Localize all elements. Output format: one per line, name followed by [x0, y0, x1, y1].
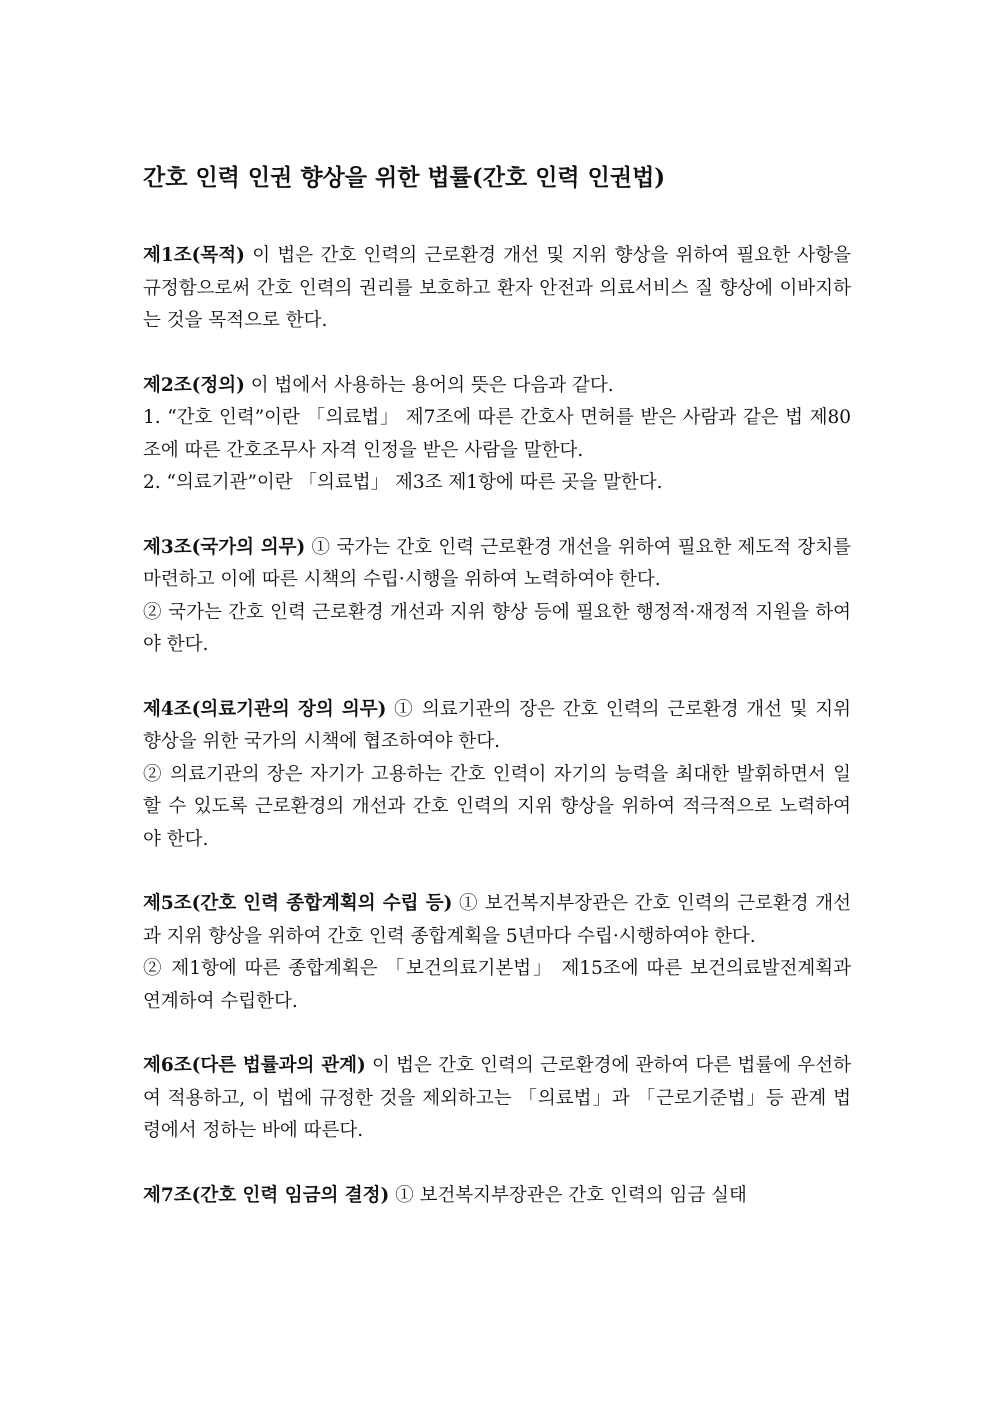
article-text: ① 보건복지부장관은 간호 인력의 임금 실태 — [395, 1184, 747, 1206]
article-6 — [143, 1050, 851, 1148]
article-item: ② 국가는 간호 인력 근로환경 개선과 지위 향상 등에 필요한 행정적·재정적 지원을 하여야 한다. — [143, 601, 851, 655]
article-heading: 제5조(간호 인력 종합계획의 수립 등) — [143, 893, 453, 914]
article-paragraph — [143, 240, 851, 338]
article-paragraph — [143, 1180, 851, 1213]
article-heading: 제3조(국가의 의무) — [143, 536, 306, 558]
article-7 — [143, 1180, 851, 1213]
article-heading: 제7조(간호 인력 임금의 결정) — [143, 1184, 390, 1206]
article-paragraph — [143, 532, 851, 597]
article-item: 2. “의료기관”이란 「의료법」 제3조 제1항에 따른 곳을 말한다. — [143, 472, 663, 493]
article-5 — [143, 888, 851, 1018]
article-text: ① 국가는 간호 인력 근로환경 개선을 위하여 필요한 제도적 장치를 마련하고 이에 따른 시책의 수립·시행을 위하여 노력하여야 한다. — [143, 536, 851, 590]
article-heading: 제4조(의료기관의 장의 의무) — [143, 698, 387, 720]
article-paragraph — [143, 694, 851, 759]
article-paragraph — [143, 888, 851, 953]
article-text: ① 의료기관의 장은 간호 인력의 근로환경 개선 및 지위 향상을 위한 국가의 시책에 협조하여야 한다. — [143, 698, 851, 752]
document-title: 간호 인력 인권 향상을 위한 법률(간호 인력 인권법) — [143, 164, 666, 191]
article-text: 이 법에서 사용하는 용어의 뜻은 다음과 같다. — [250, 374, 614, 396]
article-text: ① 보건복지부장관은 간호 인력의 근로환경 개선과 지위 향상을 위하여 간호 인력 종합계획을 5년마다 수립·시행하여야 한다. — [143, 893, 851, 947]
article-text: 이 법은 간호 인력의 근로환경에 관하여 다른 법률에 우선하여 적용하고, 이 법에 규정한 것을 제외하고는 「의료법」과 「근로기준법」등 관계 법령에서 정하는 바에 따른다. — [143, 1055, 851, 1141]
article-text: 이 법은 간호 인력의 근로환경 개선 및 지위 향상을 위하여 필요한 사항을 규정함으로써 간호 인력의 권리를 보호하고 환자 안전과 의료서비스 질 향상에 이바지하는 것을 목적으로 한다. — [143, 245, 851, 331]
article-heading: 제6조(다른 법률과의 관계) — [143, 1055, 366, 1076]
article-4 — [143, 694, 851, 857]
article-paragraph — [143, 1050, 851, 1148]
article-3 — [143, 532, 851, 662]
article-paragraph — [143, 370, 851, 403]
article-item: ② 의료기관의 장은 자기가 고용하는 간호 인력이 자기의 능력을 최대한 발휘하면서 일할 수 있도록 근로환경의 개선과 간호 인력의 지위 향상을 위하여 적극적으로 노력하여야 한다. — [143, 763, 851, 850]
article-heading: 제1조(목적) — [143, 245, 245, 266]
article-item: 1. “간호 인력”이란 「의료법」 제7조에 따른 간호사 면허를 받은 사람과 같은 법 제80조에 따른 간호조무사 자격 인정을 받은 사람을 말한다. — [143, 407, 851, 461]
article-1 — [143, 240, 851, 338]
article-2 — [143, 370, 851, 500]
document-page — [143, 158, 851, 1244]
article-item: ② 제1항에 따른 종합계획은 「보건의료기본법」 제15조에 따른 보건의료발전계획과 연계하여 수립한다. — [143, 958, 851, 1012]
article-heading: 제2조(정의) — [143, 374, 245, 396]
